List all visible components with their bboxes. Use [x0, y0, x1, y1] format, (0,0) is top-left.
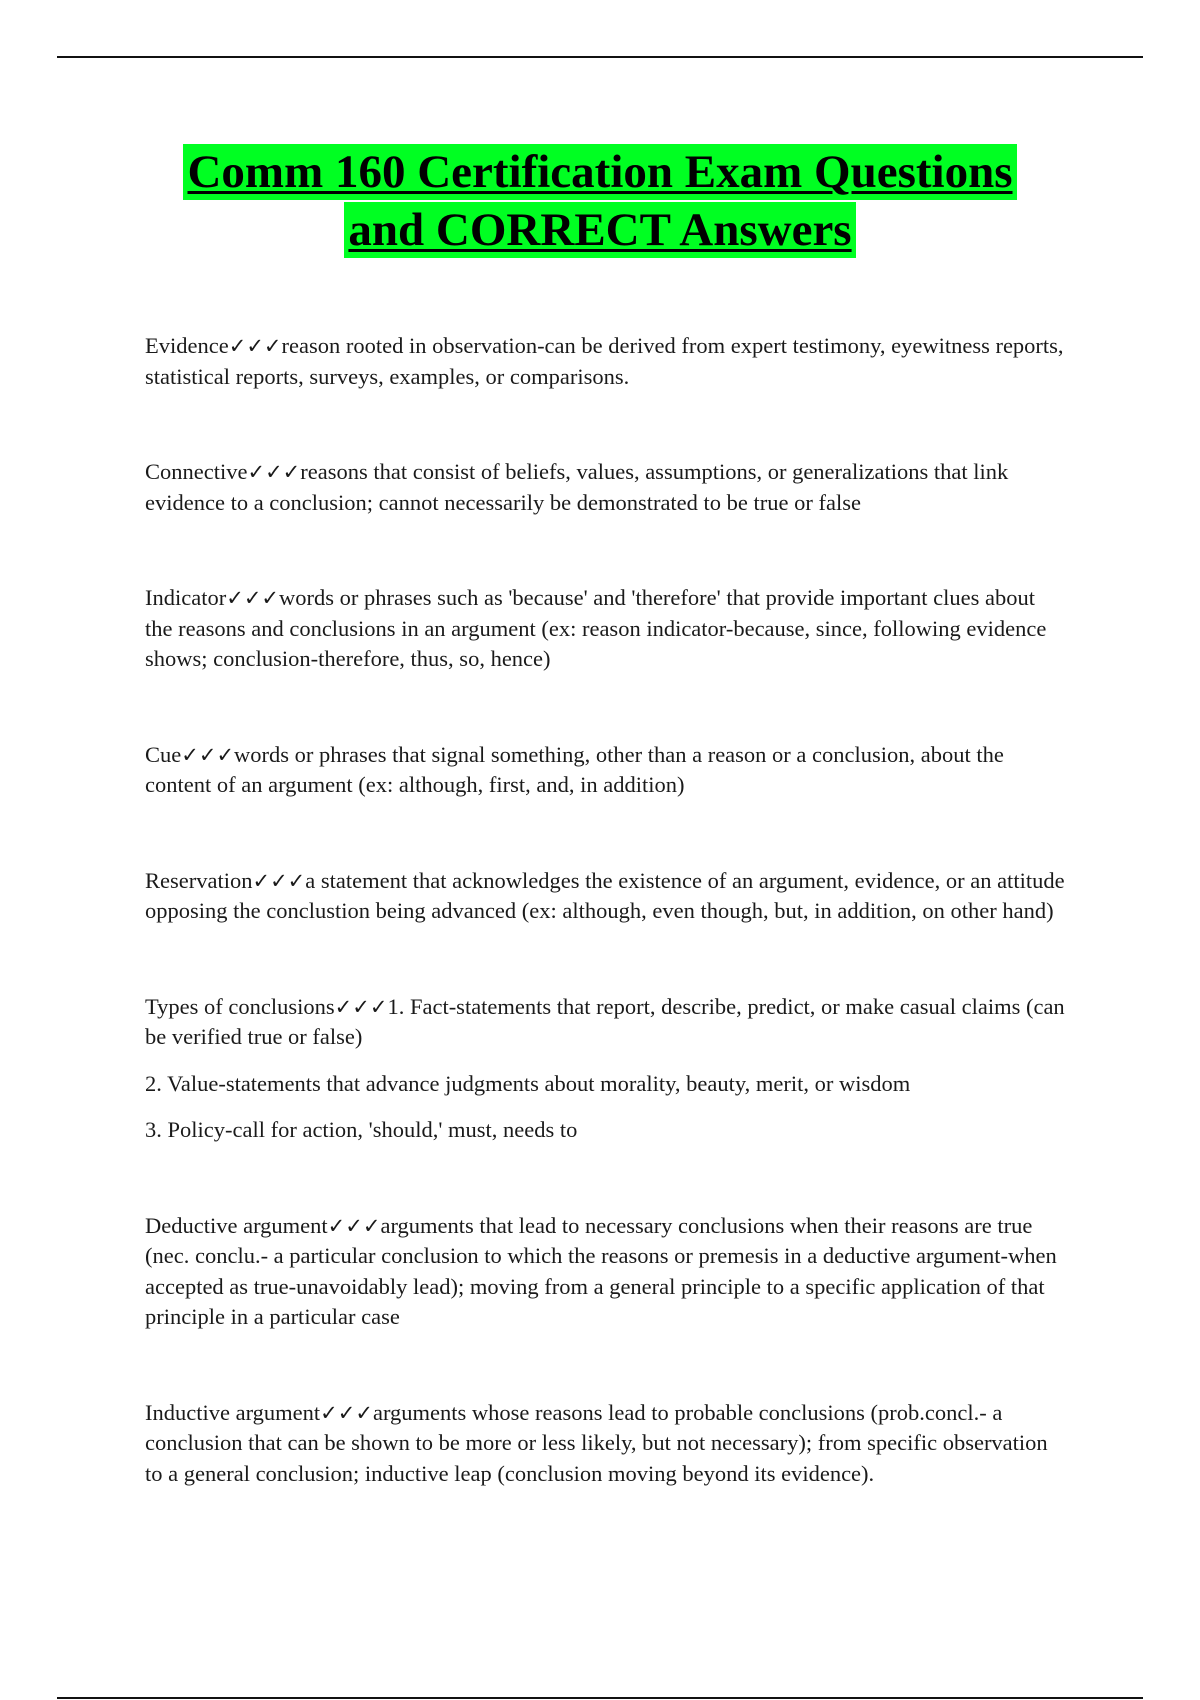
entry-term: Types of conclusions — [145, 993, 335, 1019]
document-title — [0, 143, 1200, 259]
entry-definition: words or phrases such as 'because' and 'therefore' that provide important clues about the reasons and conclusions in an argument (ex: reason indicator-because, since, following evidence shows; conclusion-therefore, thus, so, hence) — [145, 585, 1047, 671]
checkmarks-icon: ✓✓✓ — [247, 460, 301, 484]
qa-entry-inductive-argument — [145, 1398, 1065, 1490]
checkmarks-icon: ✓✓✓ — [226, 586, 280, 610]
entry-definition: reasons that consist of beliefs, values, assumptions, or generalizations that link evidence to a conclusion; cannot necessarily be demonstrated to be true or false — [145, 459, 1009, 515]
conclusion-type-value: 2. Value-statements that advance judgments about morality, beauty, merit, or wisdom — [145, 1070, 911, 1096]
qa-entry-reservation — [145, 866, 1065, 927]
entry-term: Reservation — [145, 867, 253, 893]
top-rule — [57, 56, 1143, 58]
checkmarks-icon: ✓✓✓ — [228, 334, 282, 358]
qa-entry-connective — [145, 457, 1065, 518]
qa-list — [145, 331, 1065, 1489]
entry-definition: words or phrases that signal something, other than a reason or a conclusion, about the content of an argument (ex: although, first, and, in addition) — [145, 741, 1004, 797]
title-line-1: Comm 160 Certification Exam Questions — [183, 144, 1016, 200]
entry-definition: a statement that acknowledges the existence of an argument, evidence, or an attitude opposing the conclustion being advanced (ex: although, even though, but, in addition, on other hand) — [145, 867, 1065, 923]
entry-term: Connective — [145, 459, 248, 484]
entry-definition: 1. Fact-statements that report, describe, predict, or make casual claims (can be verified true or false) — [145, 993, 1065, 1049]
conclusion-type-policy: 3. Policy-call for action, 'should,' must, needs to — [145, 1117, 578, 1142]
entry-term: Deductive argument — [145, 1212, 328, 1238]
entry-term: Inductive argument — [145, 1399, 321, 1425]
entry-definition: arguments whose reasons lead to probable conclusions (prob.concl.- a conclusion that can be shown to be more or less likely, but not necessary); from specific observation to a general conclusion; inductive leap (conclusion moving beyond its evidence). — [145, 1399, 1048, 1486]
entry-term: Evidence — [145, 333, 229, 358]
checkmarks-icon: ✓✓✓ — [334, 994, 388, 1019]
qa-entry-evidence — [145, 331, 1065, 392]
qa-entry-indicator — [145, 583, 1065, 675]
entry-definition: arguments that lead to necessary conclusions when their reasons are true (nec. conclu.- a particular conclusion to which the reasons or premesis in a deductive argument-when accepted as true-unavoidably lead); moving from a general principle to a specific application of that principle in a particular case — [145, 1212, 1057, 1329]
qa-entry-cue — [145, 740, 1065, 801]
checkmarks-icon: ✓✓✓ — [181, 742, 235, 767]
checkmarks-icon: ✓✓✓ — [327, 1213, 381, 1238]
entry-term: Cue — [145, 741, 182, 767]
qa-entry-types-of-conclusions — [145, 992, 1065, 1053]
entry-definition: reason rooted in observation-can be derived from expert testimony, eyewitness reports, statistical reports, surveys, examples, or comparisons. — [145, 333, 1064, 389]
title-line-2: and CORRECT Answers — [344, 202, 855, 258]
checkmarks-icon: ✓✓✓ — [252, 868, 306, 893]
checkmarks-icon: ✓✓✓ — [320, 1400, 373, 1425]
bottom-rule — [57, 1697, 1143, 1699]
entry-term: Indicator — [145, 585, 227, 610]
qa-entry-deductive-argument — [145, 1211, 1065, 1333]
